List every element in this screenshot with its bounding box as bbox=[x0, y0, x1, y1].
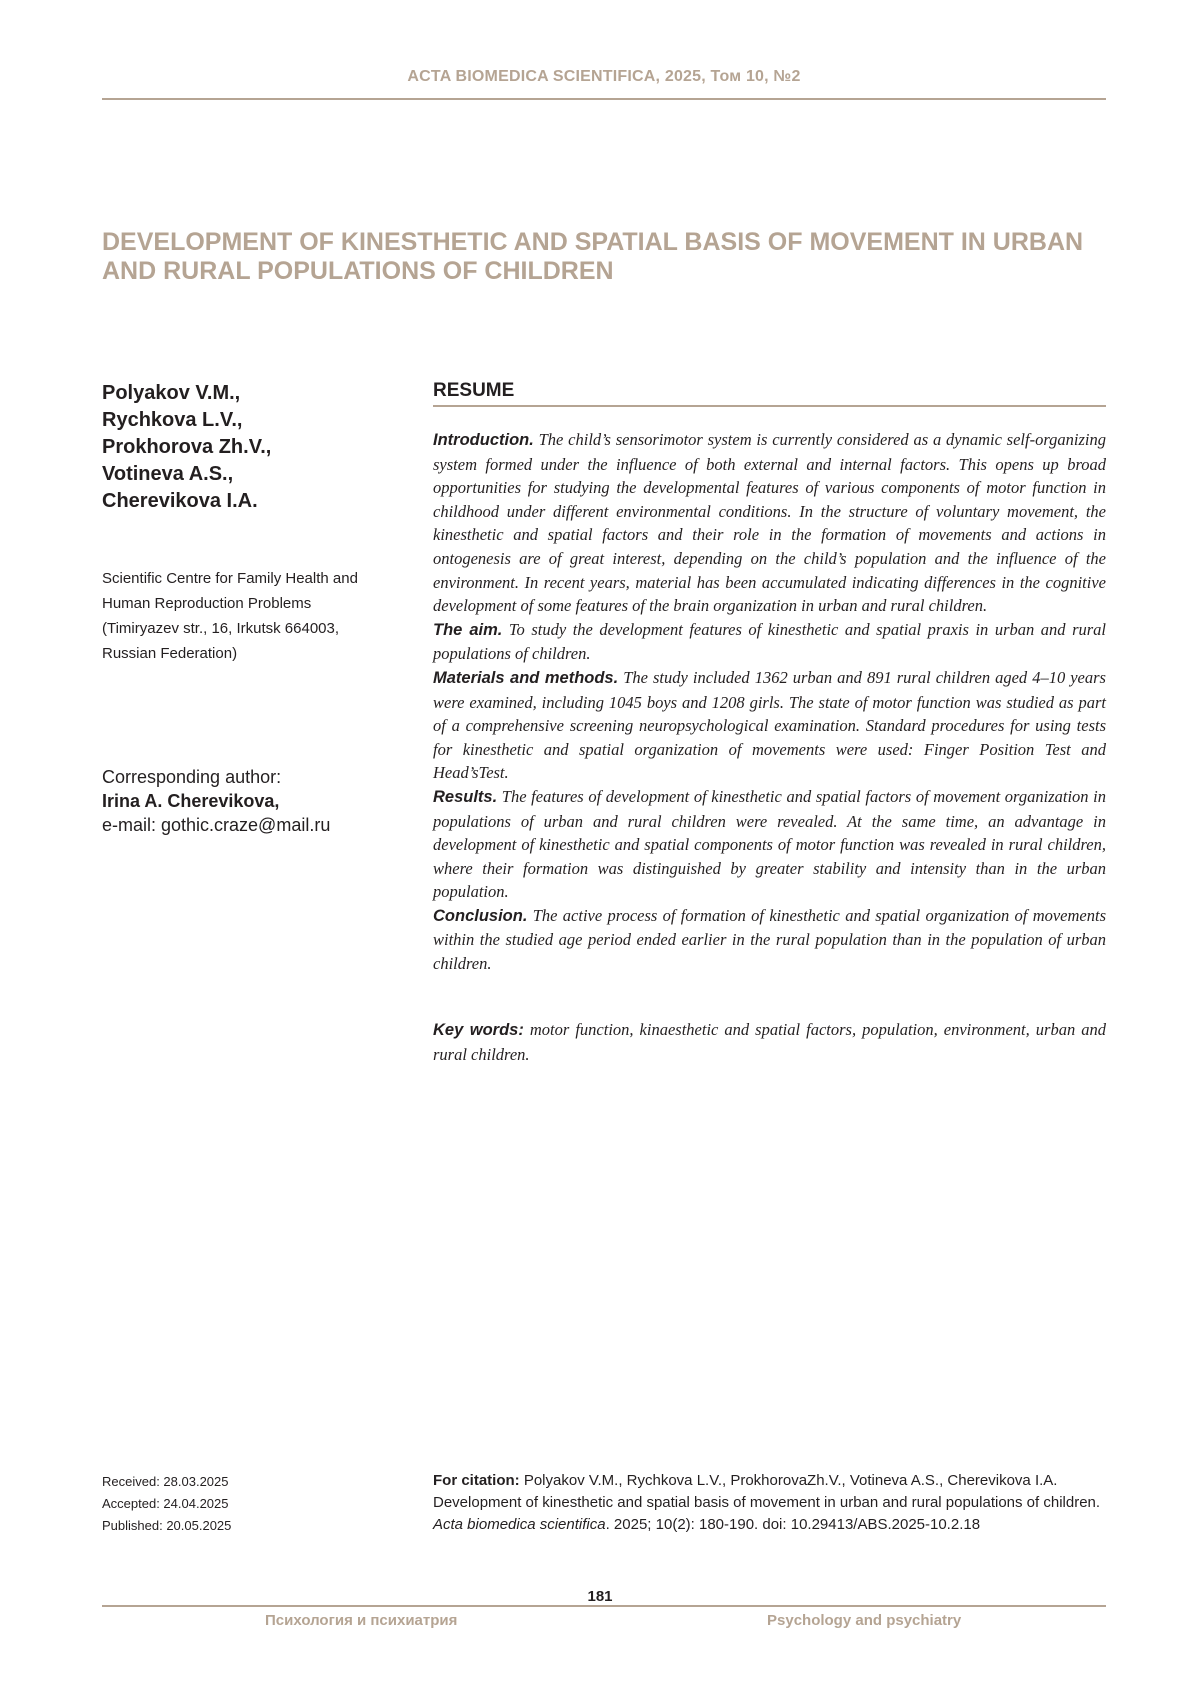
author-name: Rychkova L.V., bbox=[102, 409, 243, 431]
accepted-date: Accepted: 24.04.2025 bbox=[102, 1496, 229, 1511]
resume-divider bbox=[433, 405, 1106, 407]
resume-heading: RESUME bbox=[433, 380, 515, 401]
author-name: Cherevikova I.A. bbox=[102, 490, 258, 512]
affiliation: Scientific Centre for Family Health and Human Reproduction Problems (Timiryazev str., 16, Irkutsk 664003, Russian Federation) bbox=[102, 570, 358, 662]
section-label: Materials and methods. bbox=[433, 668, 619, 687]
author-name: Polyakov V.M., bbox=[102, 382, 241, 404]
received-date: Received: 28.03.2025 bbox=[102, 1474, 229, 1489]
page-number: 181 bbox=[587, 1588, 613, 1605]
keywords-text: motor function, kinaesthetic and spatial factors, population, environment, urban and rural children. bbox=[433, 1020, 1106, 1064]
section-text: The child’s sensorimotor system is currently considered as a dynamic self-organizing system formed under the influence of both external and internal factors. This opens up broad opportunities for studying the developmental features of various components of motor function in childhood under different environmental conditions. In the structure of voluntary movement, the kinesthetic and spatial factors and their role in the formation of movements and actions in ontogenesis are of great interest, depending on the child’s population and the influence of the environment. In recent years, material has been accumulated indicating differences in the cognitive development of some features of the brain organization in urban and rural children. bbox=[433, 430, 1106, 616]
keywords bbox=[433, 1018, 1106, 1066]
author-list bbox=[102, 380, 402, 515]
abstract-aim bbox=[433, 618, 1106, 666]
header-divider bbox=[102, 98, 1106, 100]
corresponding-label: Corresponding author: bbox=[102, 767, 282, 787]
section-text: The features of development of kinesthetic and spatial factors of movement organization in populations of urban and rural children were revealed. At the same time, an advantage in development of kinesthetic and spatial components of motor function was revealed in rural children, where their formation was distinguished by greater stability and intensity than in the urban population. bbox=[433, 786, 1106, 902]
corresponding-author bbox=[102, 765, 402, 837]
abstract bbox=[433, 428, 1106, 976]
section-label: Results. bbox=[433, 787, 498, 806]
author-name: Prokhorova Zh.V., bbox=[102, 436, 272, 458]
citation-text: Polyakov V.M., Rychkova L.V., ProkhorovaZh.V., Votineva A.S., Cherevikova I.A. Development of kinesthetic and spatial basis of movement in urban and rural populations of children. bbox=[433, 1472, 1101, 1511]
section-text: The active process of formation of kinesthetic and spatial organization of movements within the studied age period ended earlier in the rural population than in the population of urban children. bbox=[433, 905, 1106, 974]
abstract-introduction bbox=[433, 428, 1106, 618]
citation-details: . 2025; 10(2): 180-190. doi: 10.29413/ABS.2025-10.2.18 bbox=[605, 1516, 981, 1533]
section-text: To study the development features of kinesthetic and spatial praxis in urban and rural populations of children. bbox=[433, 619, 1106, 664]
abstract-results bbox=[433, 785, 1106, 904]
article-dates bbox=[102, 1471, 352, 1537]
keywords-label: Key words: bbox=[433, 1021, 524, 1039]
section-label: The aim. bbox=[433, 620, 503, 639]
published-date: Published: 20.05.2025 bbox=[102, 1518, 232, 1533]
running-header: ACTA BIOMEDICA SCIENTIFICA, 2025, Том 10, №2 bbox=[407, 68, 801, 85]
section-label: Conclusion. bbox=[433, 906, 528, 925]
article-title: DEVELOPMENT OF KINESTHETIC AND SPATIAL BASIS OF MOVEMENT IN URBAN AND RURAL POPULATIONS OF CHILDREN bbox=[102, 228, 1084, 285]
abstract-conclusion bbox=[433, 904, 1106, 976]
citation-label: For citation: bbox=[433, 1472, 520, 1489]
footer-section-ru: Психология и психиатрия bbox=[265, 1612, 458, 1629]
citation bbox=[433, 1470, 1106, 1536]
abstract-methods bbox=[433, 666, 1106, 785]
corresponding-email[interactable]: e-mail: gothic.craze@mail.ru bbox=[102, 815, 331, 835]
corresponding-name: Irina A. Cherevikova, bbox=[102, 791, 280, 811]
footer-section-en: Psychology and psychiatry bbox=[767, 1612, 962, 1629]
section-text: The study included 1362 urban and 891 rural children aged 4–10 years were examined, including 1045 boys and 1208 girls. The state of motor function was studied as part of a comprehensive screening neuropsychological examination. Standard procedures for using tests for kinesthetic and spatial organization of movements were used: Finger Position Test and Head’sTest. bbox=[433, 667, 1106, 783]
citation-journal: Acta biomedica scientifica bbox=[433, 1516, 606, 1533]
author-name: Votineva A.S., bbox=[102, 463, 234, 485]
footer-divider bbox=[102, 1605, 1106, 1607]
section-label: Introduction. bbox=[433, 431, 534, 449]
